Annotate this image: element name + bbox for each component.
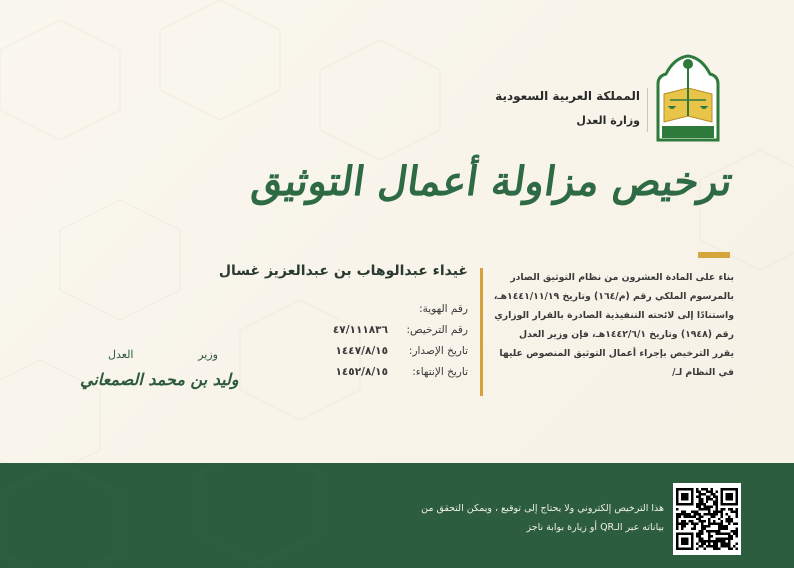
certificate-title: ترخيص مزاولة أعمال التوثيق: [248, 158, 736, 205]
field-id-number: رقم الهوية:: [419, 302, 468, 315]
ministry-name: وزارة العدل: [576, 114, 640, 127]
body-line: بناء على المادة العشرون من نظام التوثيق الصادر: [510, 272, 734, 283]
signatory-signature: وليد بن محمد الصمعاني: [80, 370, 239, 389]
field-license-number: رقم الترخيص: ٤٧/١١١٨٣٦: [332, 323, 468, 336]
field-issue-date: تاريخ الإصدار: ١٤٤٧/٨/١٥: [335, 344, 468, 357]
field-expiry-date: تاريخ الإنتهاء: ١٤٥٢/٨/١٥: [335, 365, 468, 378]
license-details: [333, 298, 468, 382]
kingdom-name: المملكة العربية السعودية: [495, 89, 640, 103]
body-line: في النظام لـ/: [672, 367, 734, 378]
licensee-name: غيداء عبدالوهاب بن عبدالعزيز غسال: [218, 263, 468, 279]
signatory-title: وزير العدل: [108, 348, 218, 361]
body-line: واستنادًا إلى لائحته التنفيذية الصادرة بالقرار الوزاري: [494, 310, 734, 321]
legal-basis-text: [492, 268, 734, 382]
verification-note: هذا الترخيص إلكتروني ولا يحتاج إلى توقيع ، ويمكن التحقق من بياناته عبر الـQR أو زيارة بوابة ناجز: [421, 503, 664, 533]
qr-code-icon: [676, 486, 738, 552]
header-divider: [647, 88, 648, 132]
body-line: يقرر الترخيص بإجراء أعمال التوثيق المنصوص عليها: [499, 348, 734, 359]
body-line: بالمرسوم الملكي رقم (م/١٦٤) وتاريخ ١٤٤١/١١/١٩هـ،: [493, 291, 734, 302]
gold-divider: [480, 268, 483, 396]
title-accent-bar: [698, 252, 730, 258]
body-line: رقم (١٩٤٨) وتاريخ ١٤٤٢/٦/١هـ، فإن وزير العدل: [519, 329, 734, 340]
ministry-of-justice-logo: [654, 54, 722, 142]
qr-code[interactable]: [673, 483, 741, 555]
